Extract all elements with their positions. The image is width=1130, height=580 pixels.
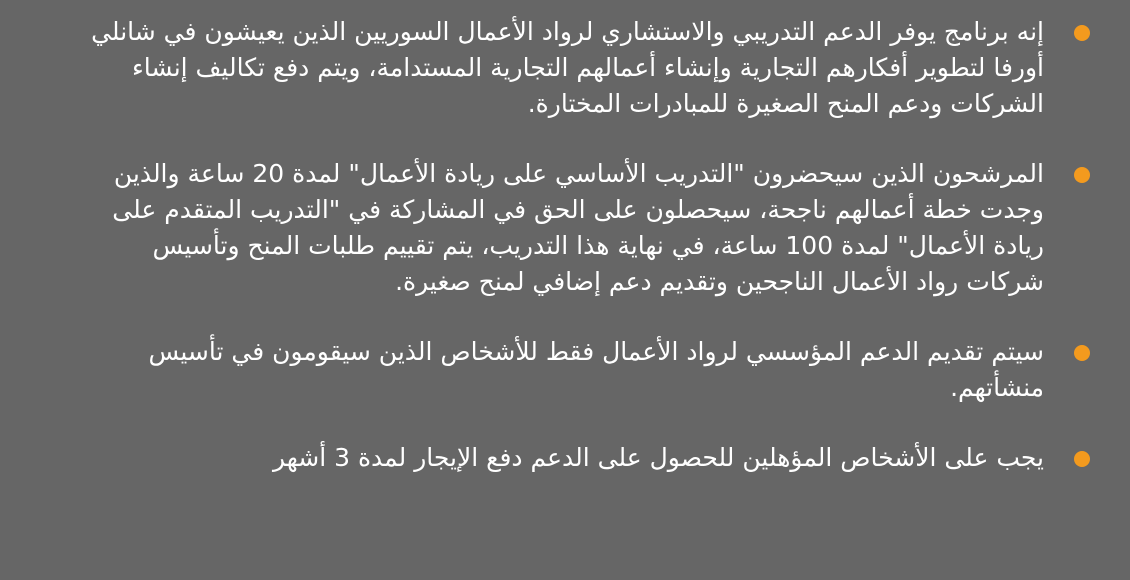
bullet-list xyxy=(84,14,1058,510)
orange-dot-icon xyxy=(1074,167,1090,183)
list-item-text: المرشحون الذين سيحضرون "التدريب الأساسي على ريادة الأعمال" لمدة 20 ساعة والذين وجدت خطة أعمالهم ناجحة، سيحصلون على الحق في المشاركة في "التدريب المتقدم على ريادة الأعمال" لمدة 100 ساعة، في نهاية هذا التدريب، يتم تقييم طلبات المنح وتأسيس شركات رواد الأعمال الناجحين وتقديم دعم إضافي لمنح صغيرة. xyxy=(112,159,1044,296)
list-item-text: يجب على الأشخاص المؤهلين للحصول على الدعم دفع الإيجار لمدة 3 أشهر xyxy=(272,443,1044,472)
list-item xyxy=(84,156,1058,300)
orange-dot-icon xyxy=(1074,345,1090,361)
list-item xyxy=(84,334,1058,406)
list-item xyxy=(84,14,1058,122)
list-item xyxy=(84,440,1058,476)
orange-dot-icon xyxy=(1074,25,1090,41)
orange-dot-icon xyxy=(1074,451,1090,467)
list-item-text: إنه برنامج يوفر الدعم التدريبي والاستشاري لرواد الأعمال السوريين الذين يعيشون في شانلي أورفا لتطوير أفكارهم التجارية وإنشاء أعمالهم التجارية المستدامة، ويتم دفع تكاليف إنشاء الشركات ودعم المنح الصغيرة للمبادرات المختارة. xyxy=(91,17,1044,118)
list-item-text: سيتم تقديم الدعم المؤسسي لرواد الأعمال فقط للأشخاص الذين سيقومون في تأسيس منشأتهم. xyxy=(148,337,1044,402)
